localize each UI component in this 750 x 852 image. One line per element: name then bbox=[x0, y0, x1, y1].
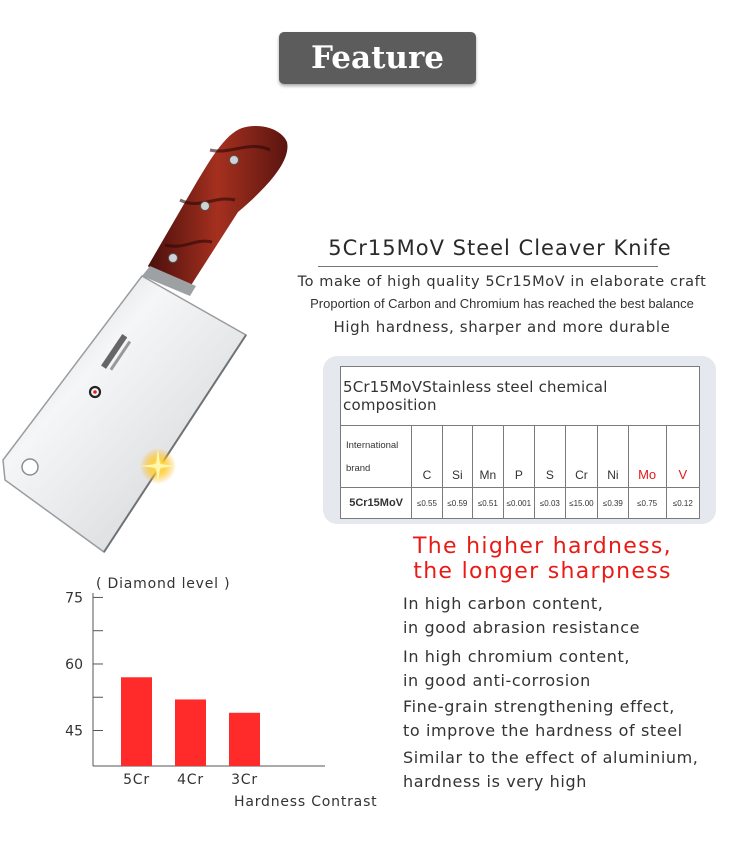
value-cell-p: ≤0.001 bbox=[503, 488, 535, 519]
element-header-si: Si bbox=[442, 426, 472, 488]
value-cell-si: ≤0.59 bbox=[442, 488, 472, 519]
headline bbox=[390, 534, 695, 584]
tagline-2: Proportion of Carbon and Chromium has reached the best balance bbox=[310, 296, 694, 311]
feature-badge: Feature bbox=[279, 32, 476, 84]
feature-line-1: In high carbon content, bbox=[403, 594, 604, 613]
element-header-mn: Mn bbox=[473, 426, 503, 488]
element-header-cr: Cr bbox=[565, 426, 598, 488]
value-cell-mn: ≤0.51 bbox=[473, 488, 503, 519]
value-cell-v: ≤0.12 bbox=[666, 488, 699, 519]
brand-header-line-1: International bbox=[346, 439, 399, 451]
chart-title: ( Diamond level ) bbox=[96, 576, 231, 592]
row-brand-cell: 5Cr15MoV bbox=[341, 488, 412, 519]
value-cell-c: ≤0.55 bbox=[412, 488, 442, 519]
feature-line-1: Similar to the effect of aluminium, bbox=[403, 748, 699, 767]
headline-line-2: the longer sharpness bbox=[413, 559, 672, 584]
feature-item-fine-grain bbox=[403, 695, 683, 743]
y-tick-label: 45 bbox=[65, 723, 83, 740]
feature-line-1: Fine-grain strengthening effect, bbox=[403, 697, 675, 716]
tagline-3: High hardness, sharper and more durable bbox=[333, 318, 671, 336]
element-header-ni: Ni bbox=[598, 426, 628, 488]
bar-4cr bbox=[175, 699, 206, 766]
feature-item-aluminium bbox=[403, 746, 698, 794]
value-cell-s: ≤0.03 bbox=[535, 488, 565, 519]
title-divider bbox=[318, 266, 658, 267]
brand-header-cell bbox=[341, 426, 412, 488]
tagline-1: To make of high quality 5Cr15MoV in elaborate craft bbox=[297, 274, 707, 290]
element-header-s: S bbox=[535, 426, 565, 488]
y-tick-label: 75 bbox=[65, 590, 83, 607]
composition-table bbox=[340, 366, 700, 519]
y-tick-label: 60 bbox=[65, 656, 83, 673]
feature-item-chromium bbox=[403, 645, 630, 693]
x-tick-label: 3Cr bbox=[231, 772, 258, 788]
feature-line-2: hardness is very high bbox=[403, 772, 587, 791]
element-header-v: V bbox=[666, 426, 699, 488]
element-header-p: P bbox=[503, 426, 535, 488]
feature-line-2: in good anti-corrosion bbox=[403, 671, 591, 690]
bar-5cr bbox=[121, 677, 152, 766]
feature-line-2: in good abrasion resistance bbox=[403, 618, 641, 637]
feature-line-2: to improve the hardness of steel bbox=[403, 721, 683, 740]
bar-3cr bbox=[229, 713, 260, 766]
product-title: 5Cr15MoV Steel Cleaver Knife bbox=[328, 236, 672, 260]
value-cell-ni: ≤0.39 bbox=[598, 488, 628, 519]
element-header-c: C bbox=[412, 426, 442, 488]
element-header-mo: Mo bbox=[628, 426, 666, 488]
x-axis-label: Hardness Contrast bbox=[234, 794, 378, 810]
value-cell-cr: ≤15.00 bbox=[565, 488, 598, 519]
hardness-bar-chart bbox=[52, 570, 397, 815]
x-tick-label: 5Cr bbox=[123, 772, 150, 788]
x-tick-label: 4Cr bbox=[177, 772, 204, 788]
feature-item-carbon bbox=[403, 592, 640, 640]
cleaver-knife-image bbox=[0, 118, 300, 558]
value-cell-mo: ≤0.75 bbox=[628, 488, 666, 519]
composition-table-title: 5Cr15MoVStainless steel chemical composition bbox=[341, 367, 700, 426]
headline-line-1: The higher hardness, bbox=[413, 534, 672, 559]
brand-header-line-2: brand bbox=[346, 462, 371, 474]
feature-line-1: In high chromium content, bbox=[403, 647, 631, 666]
